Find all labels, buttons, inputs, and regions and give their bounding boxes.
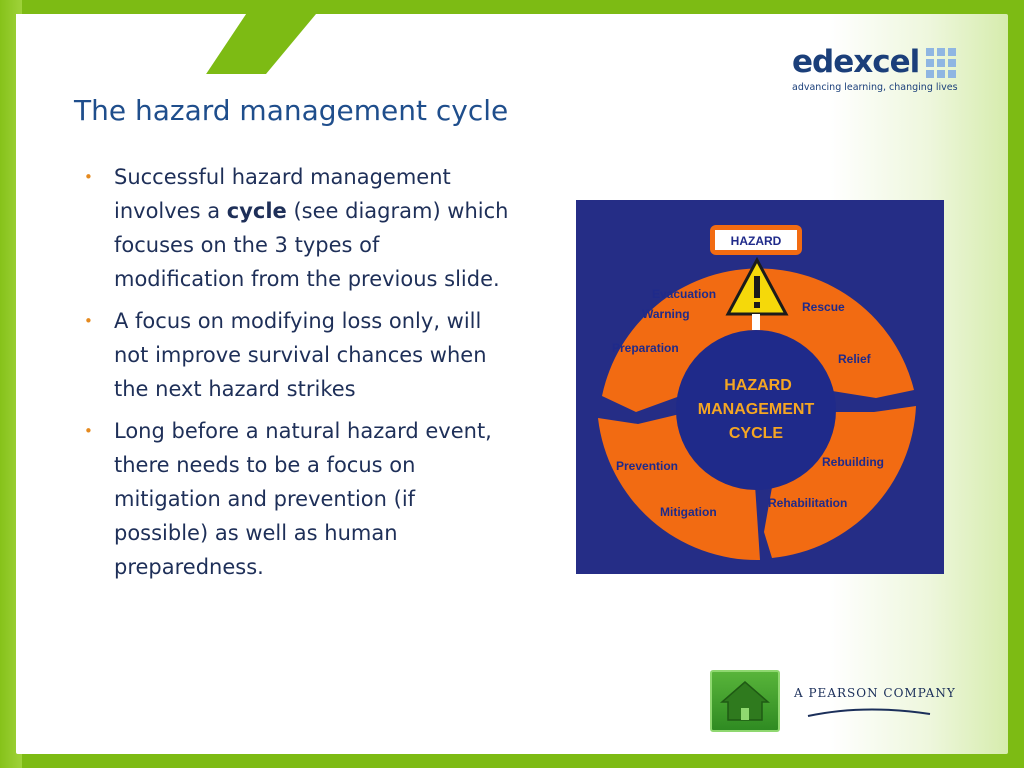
center-label-line-1: HAZARD xyxy=(724,377,792,394)
label-prevention: Prevention xyxy=(616,459,679,473)
edexcel-logo xyxy=(792,44,972,104)
bullet-item xyxy=(84,304,514,406)
home-icon xyxy=(712,672,778,730)
pearson-logo-text: A PEARSON COMPANY xyxy=(794,686,956,700)
label-evacuation: Evacuation xyxy=(652,287,717,301)
warning-exclamation xyxy=(754,276,760,298)
hazard-cycle-svg xyxy=(576,200,944,574)
slide-corner-accent xyxy=(16,14,316,74)
bullet-text: A focus on modifying loss only, will not improve survival chances when the next hazard strikes xyxy=(114,309,487,401)
bullet-icon: • xyxy=(84,422,93,440)
label-relief: Relief xyxy=(838,352,871,366)
logo-dots-icon xyxy=(926,48,956,78)
label-rehabilitation: Rehabilitation xyxy=(768,496,848,510)
bullet-item xyxy=(84,160,514,296)
bullet-icon: • xyxy=(84,312,93,330)
bullet-bold-text: cycle xyxy=(226,199,287,223)
page-title: The hazard management cycle xyxy=(74,94,509,127)
label-rebuilding: Rebuilding xyxy=(822,455,884,469)
bullet-text: Successful hazard management involves a xyxy=(114,165,451,223)
label-rescue: Rescue xyxy=(802,300,845,314)
label-warning: Warning xyxy=(642,307,690,321)
warning-dot xyxy=(754,302,760,308)
hazard-cycle-diagram xyxy=(576,200,944,574)
label-preparation: Preparation xyxy=(612,341,679,355)
logo-wordmark: edexcel xyxy=(792,44,920,80)
center-label-line-3: CYCLE xyxy=(728,425,784,442)
home-button[interactable] xyxy=(710,670,780,732)
pearson-swoosh-icon xyxy=(804,704,934,720)
hazard-label: HAZARD xyxy=(730,234,782,248)
bullet-text-tail: (see diagram) which focuses on the 3 types of modification from the previous slide. xyxy=(114,199,509,291)
bullet-list xyxy=(84,160,514,592)
warning-sign-post xyxy=(752,314,760,330)
center-label-line-2: MANAGEMENT xyxy=(697,401,815,418)
bullet-icon: • xyxy=(84,168,93,186)
label-mitigation: Mitigation xyxy=(660,505,717,519)
bullet-text: Long before a natural hazard event, there needs to be a focus on mitigation and prevention (if possible) as well as human preparedness. xyxy=(114,419,492,579)
bullet-item xyxy=(84,414,514,584)
logo-tagline: advancing learning, changing lives xyxy=(792,82,958,93)
